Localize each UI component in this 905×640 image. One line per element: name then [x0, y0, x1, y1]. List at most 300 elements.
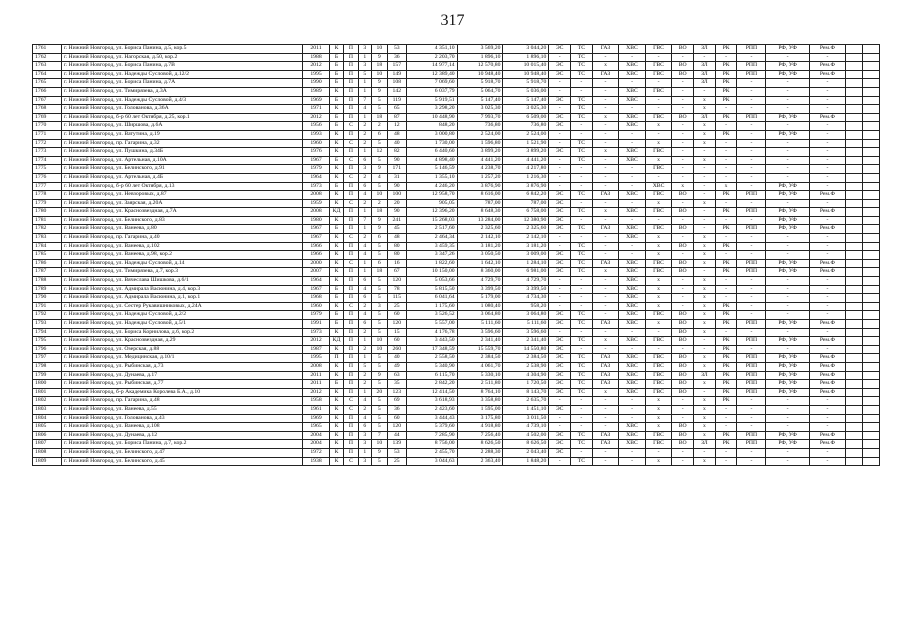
cell-fire-protection: РПП — [737, 70, 766, 79]
cell-heating: - — [571, 345, 593, 354]
cell-extra-1 — [845, 345, 862, 354]
cell-wall-material: К — [329, 414, 343, 423]
cell-extra-1 — [845, 302, 862, 311]
cell-repair-fund: Рем.Ф — [809, 225, 845, 234]
cell-fire-protection: - — [737, 148, 766, 157]
cell-build-year: 1973 — [303, 182, 330, 191]
table-row — [33, 337, 880, 346]
cell-roof-repair: - — [715, 173, 737, 182]
cell-row-number: 1776 — [33, 173, 62, 182]
cell-build-year: 2012 — [303, 388, 330, 397]
cell-living-area: 3 050,50 — [457, 251, 503, 260]
cell-floor-type: П — [344, 53, 358, 62]
cell-living-area: 1 596,80 — [457, 139, 503, 148]
cell-extra-1 — [845, 216, 862, 225]
cell-extra-2 — [862, 277, 879, 286]
cell-heating: ТС — [571, 259, 593, 268]
cell-apartments: 25 — [387, 302, 406, 311]
cell-wall-material: Б — [329, 79, 343, 88]
cell-floors: 2 — [371, 122, 387, 131]
cell-sewage: ВО — [672, 362, 694, 371]
cell-heating: ТС — [571, 311, 593, 320]
cell-cold-water: ХВС — [619, 277, 646, 286]
cell-heating: - — [571, 234, 593, 243]
cell-cold-water: - — [619, 414, 646, 423]
cell-repair-fund: - — [809, 405, 845, 414]
cell-gas: ГАЗ — [592, 362, 619, 371]
cell-floors: 5 — [371, 285, 387, 294]
cell-private-area: 2 043,40 — [503, 448, 549, 457]
cell-address: г. Нижний Новгород, ул. Надежды Сусловой, д.12/2 — [61, 70, 302, 79]
cell-row-number: 1794 — [33, 328, 62, 337]
cell-floor-type: П — [344, 448, 358, 457]
cell-heating: - — [571, 423, 593, 432]
cell-facade-funds: - — [766, 457, 809, 466]
cell-address: г. Нижний Новгород, ул. Нагорская, д.50, кор.2 — [61, 53, 302, 62]
cell-garbage-chute: ЗЛ — [694, 70, 716, 79]
cell-electricity: ЭС — [549, 448, 571, 457]
cell-electricity: - — [549, 414, 571, 423]
cell-private-area: 3 011,50 — [503, 414, 549, 423]
cell-gas: ГАЗ — [592, 440, 619, 449]
cell-apartments: 142 — [387, 87, 406, 96]
cell-heating: ТС — [571, 70, 593, 79]
cell-total-area: 2 455,70 — [406, 448, 457, 457]
cell-garbage-chute: х — [694, 414, 716, 423]
cell-gas: - — [592, 414, 619, 423]
cell-living-area: 4 441,20 — [457, 156, 503, 165]
cell-build-year: 1967 — [303, 225, 330, 234]
cell-roof-repair: РК — [715, 302, 737, 311]
cell-facade-funds: РФ, УФ — [766, 259, 809, 268]
cell-facade-funds: - — [766, 122, 809, 131]
cell-hot-water: ГВС — [645, 311, 672, 320]
table-row — [33, 199, 880, 208]
cell-extra-1 — [845, 173, 862, 182]
cell-fire-protection: РПП — [737, 62, 766, 71]
cell-entrances: 3 — [358, 457, 371, 466]
cell-hot-water: ГВС — [645, 380, 672, 389]
cell-extra-2 — [862, 225, 879, 234]
cell-gas: - — [592, 251, 619, 260]
cell-cold-water: ХВС — [619, 294, 646, 303]
cell-apartments: 35 — [387, 380, 406, 389]
cell-garbage-chute: х — [694, 320, 716, 329]
cell-private-area: 3 025,30 — [503, 105, 549, 114]
cell-address: г. Нижний Новгород, ул. Белинского, д.47 — [61, 448, 302, 457]
cell-repair-fund: - — [809, 311, 845, 320]
cell-wall-material: Б — [329, 113, 343, 122]
cell-floors: 10 — [371, 345, 387, 354]
cell-electricity: - — [549, 139, 571, 148]
cell-extra-1 — [845, 440, 862, 449]
cell-address: г. Нижний Новгород, ул. Белинского, д.45 — [61, 457, 302, 466]
cell-electricity: - — [549, 156, 571, 165]
cell-garbage-chute: - — [694, 225, 716, 234]
cell-electricity: ЭС — [549, 96, 571, 105]
cell-row-number: 1770 — [33, 122, 62, 131]
cell-wall-material: Б — [329, 53, 343, 62]
cell-floor-type: С — [344, 234, 358, 243]
cell-hot-water: - — [645, 216, 672, 225]
cell-entrances: 1 — [358, 448, 371, 457]
cell-roof-repair: РК — [715, 380, 737, 389]
cell-private-area: 2 142,10 — [503, 234, 549, 243]
cell-garbage-chute: х — [694, 380, 716, 389]
cell-wall-material: К — [329, 277, 343, 286]
cell-gas: х — [592, 268, 619, 277]
cell-cold-water: - — [619, 79, 646, 88]
cell-hot-water: х — [645, 122, 672, 131]
cell-hot-water: ГВС — [645, 70, 672, 79]
cell-heating: ТС — [571, 105, 593, 114]
cell-facade-funds: - — [766, 328, 809, 337]
cell-electricity: - — [549, 182, 571, 191]
cell-fire-protection: РПП — [737, 268, 766, 277]
cell-garbage-chute: х — [694, 156, 716, 165]
cell-facade-funds: РФ, УФ — [766, 440, 809, 449]
table-row — [33, 122, 880, 131]
cell-heating: - — [571, 277, 593, 286]
cell-gas: - — [592, 216, 619, 225]
cell-garbage-chute: х — [694, 328, 716, 337]
cell-extra-1 — [845, 242, 862, 251]
cell-entrances: 2 — [358, 139, 371, 148]
cell-living-area: 3 358,80 — [457, 397, 503, 406]
cell-extra-2 — [862, 320, 879, 329]
cell-build-year: 2011 — [303, 380, 330, 389]
cell-total-area: 4 176,78 — [406, 328, 457, 337]
cell-gas: - — [592, 302, 619, 311]
cell-floors: 18 — [371, 113, 387, 122]
cell-roof-repair: - — [715, 448, 737, 457]
page-number: 317 — [440, 12, 465, 29]
cell-heating: ТС — [571, 208, 593, 217]
housing-registry-table — [32, 44, 880, 466]
cell-entrances: 1 — [358, 337, 371, 346]
cell-floors: 5 — [371, 405, 387, 414]
cell-apartments: 90 — [387, 208, 406, 217]
cell-floor-type: С — [344, 259, 358, 268]
cell-facade-funds: РФ, УФ — [766, 268, 809, 277]
cell-facade-funds: - — [766, 139, 809, 148]
cell-hot-water: х — [645, 320, 672, 329]
cell-fire-protection: - — [737, 96, 766, 105]
cell-hot-water: х — [645, 397, 672, 406]
cell-hot-water: х — [645, 242, 672, 251]
cell-sewage: - — [672, 251, 694, 260]
cell-garbage-chute: х — [694, 431, 716, 440]
cell-total-area: 12 396,20 — [406, 208, 457, 217]
cell-wall-material: К — [329, 397, 343, 406]
cell-gas: х — [592, 337, 619, 346]
cell-fire-protection: - — [737, 122, 766, 131]
cell-floor-type: С — [344, 199, 358, 208]
cell-wall-material: К — [329, 440, 343, 449]
cell-living-area: 5 147,40 — [457, 96, 503, 105]
cell-sewage: - — [672, 294, 694, 303]
cell-row-number: 1775 — [33, 165, 62, 174]
cell-extra-1 — [845, 191, 862, 200]
cell-garbage-chute: х — [694, 294, 716, 303]
cell-floors: 10 — [371, 440, 387, 449]
cell-sewage: ВО — [672, 337, 694, 346]
cell-facade-funds: - — [766, 165, 809, 174]
table-row — [33, 388, 880, 397]
table-row — [33, 371, 880, 380]
cell-floor-type: П — [344, 440, 358, 449]
cell-apartments: 149 — [387, 70, 406, 79]
registry-body — [33, 45, 880, 466]
cell-roof-repair: - — [715, 122, 737, 131]
cell-fire-protection: - — [737, 242, 766, 251]
cell-facade-funds: - — [766, 345, 809, 354]
cell-floor-type: П — [344, 113, 358, 122]
cell-row-number: 1769 — [33, 113, 62, 122]
cell-heating: - — [571, 216, 593, 225]
cell-apartments: 120 — [387, 277, 406, 286]
cell-garbage-chute: х — [694, 457, 716, 466]
cell-cold-water: ХВС — [619, 431, 646, 440]
cell-cold-water: - — [619, 216, 646, 225]
cell-build-year: 2004 — [303, 431, 330, 440]
cell-extra-1 — [845, 87, 862, 96]
cell-address: г. Нижний Новгород, ул. Тимирязева, д.7, кор.3 — [61, 268, 302, 277]
cell-gas: ГАЗ — [592, 259, 619, 268]
cell-electricity: - — [549, 173, 571, 182]
cell-facade-funds: - — [766, 285, 809, 294]
cell-extra-1 — [845, 362, 862, 371]
cell-floors: 5 — [371, 182, 387, 191]
cell-hot-water: ГВС — [645, 337, 672, 346]
cell-apartments: 25 — [387, 457, 406, 466]
cell-fire-protection: - — [737, 199, 766, 208]
cell-entrances: 1 — [358, 268, 371, 277]
cell-extra-2 — [862, 371, 879, 380]
cell-facade-funds: - — [766, 448, 809, 457]
cell-roof-repair: РК — [715, 130, 737, 139]
cell-extra-1 — [845, 53, 862, 62]
cell-row-number: 1805 — [33, 423, 62, 432]
cell-hot-water: х — [645, 405, 672, 414]
cell-fire-protection: - — [737, 87, 766, 96]
cell-wall-material: К — [329, 87, 343, 96]
cell-gas: ГАЗ — [592, 380, 619, 389]
cell-address: г. Нижний Новгород, ул. Артельная, д.4Б — [61, 173, 302, 182]
cell-roof-repair: - — [715, 53, 737, 62]
cell-gas: - — [592, 182, 619, 191]
cell-apartments: 157 — [387, 62, 406, 71]
cell-private-area: 5 111,60 — [503, 320, 549, 329]
cell-address: г. Нижний Новгород, ул. Дунаева, д.17 — [61, 371, 302, 380]
cell-facade-funds: РФ, УФ — [766, 362, 809, 371]
cell-extra-1 — [845, 113, 862, 122]
cell-sewage: ВО — [672, 268, 694, 277]
cell-fire-protection: - — [737, 216, 766, 225]
cell-floors: 10 — [371, 191, 387, 200]
cell-repair-fund: - — [809, 53, 845, 62]
table-row — [33, 354, 880, 363]
cell-floor-type: П — [344, 45, 358, 54]
cell-hot-water: ГВС — [645, 354, 672, 363]
cell-roof-repair: - — [715, 405, 737, 414]
cell-repair-fund: Рем.Ф — [809, 45, 845, 54]
table-row — [33, 70, 880, 79]
cell-facade-funds: - — [766, 251, 809, 260]
cell-total-area: 2 517,60 — [406, 225, 457, 234]
cell-fire-protection: РПП — [737, 259, 766, 268]
cell-extra-2 — [862, 362, 879, 371]
cell-facade-funds: - — [766, 148, 809, 157]
table-row — [33, 139, 880, 148]
cell-garbage-chute: - — [694, 268, 716, 277]
cell-hot-water: ГВС — [645, 62, 672, 71]
cell-facade-funds: - — [766, 234, 809, 243]
cell-floors: 5 — [371, 320, 387, 329]
cell-cold-water: - — [619, 457, 646, 466]
cell-garbage-chute: ЗЛ — [694, 440, 716, 449]
cell-gas: - — [592, 87, 619, 96]
cell-garbage-chute: - — [694, 191, 716, 200]
cell-heating: - — [571, 405, 593, 414]
cell-garbage-chute: х — [694, 311, 716, 320]
cell-cold-water: ХВС — [619, 148, 646, 157]
cell-facade-funds: - — [766, 105, 809, 114]
cell-cold-water: ХВС — [619, 259, 646, 268]
table-row — [33, 148, 880, 157]
cell-garbage-chute: ЗЛ — [694, 79, 716, 88]
cell-extra-2 — [862, 294, 879, 303]
cell-roof-repair: РК — [715, 191, 737, 200]
cell-address: г. Нижний Новгород, ул. Ванеева, д.108 — [61, 423, 302, 432]
cell-address: г. Нижний Новгород, ул. Надежды Сусловой, д.5/1 — [61, 320, 302, 329]
cell-floors: 5 — [371, 96, 387, 105]
cell-entrances: 5 — [358, 70, 371, 79]
cell-roof-repair: - — [715, 285, 737, 294]
cell-private-area: 8 143,70 — [503, 388, 549, 397]
cell-facade-funds: - — [766, 405, 809, 414]
cell-floors: 6 — [371, 234, 387, 243]
cell-row-number: 1773 — [33, 148, 62, 157]
cell-garbage-chute: - — [694, 87, 716, 96]
cell-extra-2 — [862, 173, 879, 182]
cell-gas: - — [592, 130, 619, 139]
cell-repair-fund: - — [809, 414, 845, 423]
table-row — [33, 242, 880, 251]
cell-build-year: 2011 — [303, 45, 330, 54]
cell-garbage-chute: - — [694, 337, 716, 346]
cell-address: г. Нижний Новгород, ул. Озерская, д.88 — [61, 345, 302, 354]
cell-total-area: 1 822,60 — [406, 259, 457, 268]
cell-sewage: - — [672, 148, 694, 157]
cell-repair-fund: - — [809, 345, 845, 354]
cell-apartments: 48 — [387, 234, 406, 243]
cell-cold-water: ХВС — [619, 156, 646, 165]
cell-electricity: - — [549, 242, 571, 251]
cell-address: г. Нижний Новгород, ул. Сестер Рукавишниковых, д.24А — [61, 302, 302, 311]
cell-build-year: 2012 — [303, 337, 330, 346]
cell-gas: ГАЗ — [592, 354, 619, 363]
cell-garbage-chute: х — [694, 405, 716, 414]
cell-heating: - — [571, 173, 593, 182]
cell-extra-1 — [845, 405, 862, 414]
cell-extra-2 — [862, 208, 879, 217]
cell-cold-water: ХВС — [619, 388, 646, 397]
cell-extra-2 — [862, 251, 879, 260]
cell-build-year: 2008 — [303, 208, 330, 217]
cell-sewage: ВО — [672, 423, 694, 432]
cell-garbage-chute: х — [694, 362, 716, 371]
table-row — [33, 156, 880, 165]
cell-apartments: 241 — [387, 216, 406, 225]
cell-sewage: - — [672, 397, 694, 406]
cell-repair-fund: - — [809, 251, 845, 260]
cell-entrances: 2 — [358, 405, 371, 414]
cell-hot-water: ГВС — [645, 388, 672, 397]
cell-electricity: ЭС — [549, 362, 571, 371]
cell-heating: ТС — [571, 371, 593, 380]
cell-garbage-chute: х — [694, 251, 716, 260]
cell-extra-1 — [845, 225, 862, 234]
cell-hot-water: ГВС — [645, 87, 672, 96]
cell-build-year: 1987 — [303, 345, 330, 354]
cell-build-year: 1989 — [303, 87, 330, 96]
cell-sewage: - — [672, 448, 694, 457]
cell-roof-repair: - — [715, 414, 737, 423]
cell-extra-2 — [862, 328, 879, 337]
cell-apartments: 119 — [387, 96, 406, 105]
cell-repair-fund: Рем.Ф — [809, 380, 845, 389]
cell-heating: - — [571, 199, 593, 208]
cell-private-area: 1 284,10 — [503, 259, 549, 268]
cell-build-year: 2000 — [303, 259, 330, 268]
cell-facade-funds: РФ, УФ — [766, 182, 809, 191]
cell-floor-type: П — [344, 388, 358, 397]
cell-floors: 10 — [371, 337, 387, 346]
cell-build-year: 1965 — [303, 423, 330, 432]
cell-row-number: 1785 — [33, 251, 62, 260]
cell-apartments: 69 — [387, 397, 406, 406]
cell-entrances: 4 — [358, 285, 371, 294]
cell-extra-2 — [862, 87, 879, 96]
cell-repair-fund: Рем.Ф — [809, 388, 845, 397]
cell-row-number: 1768 — [33, 105, 62, 114]
cell-heating: - — [571, 294, 593, 303]
cell-total-area: 5 919,51 — [406, 96, 457, 105]
cell-electricity: ЭС — [549, 259, 571, 268]
cell-extra-2 — [862, 96, 879, 105]
cell-heating: ТС — [571, 380, 593, 389]
cell-sewage: - — [672, 173, 694, 182]
cell-sewage: - — [672, 234, 694, 243]
cell-build-year: 1961 — [303, 405, 330, 414]
cell-wall-material: К — [329, 251, 343, 260]
cell-sewage: ВО — [672, 440, 694, 449]
cell-apartments: 80 — [387, 242, 406, 251]
cell-sewage: - — [672, 457, 694, 466]
cell-wall-material: Б — [329, 380, 343, 389]
cell-private-area: 3 596,60 — [503, 328, 549, 337]
cell-row-number: 1801 — [33, 388, 62, 397]
cell-gas: - — [592, 165, 619, 174]
cell-sewage: х — [672, 182, 694, 191]
table-row — [33, 414, 880, 423]
cell-sewage: ВО — [672, 380, 694, 389]
cell-floors: 10 — [371, 45, 387, 54]
cell-facade-funds: - — [766, 199, 809, 208]
cell-cold-water: - — [619, 328, 646, 337]
cell-extra-1 — [845, 79, 862, 88]
